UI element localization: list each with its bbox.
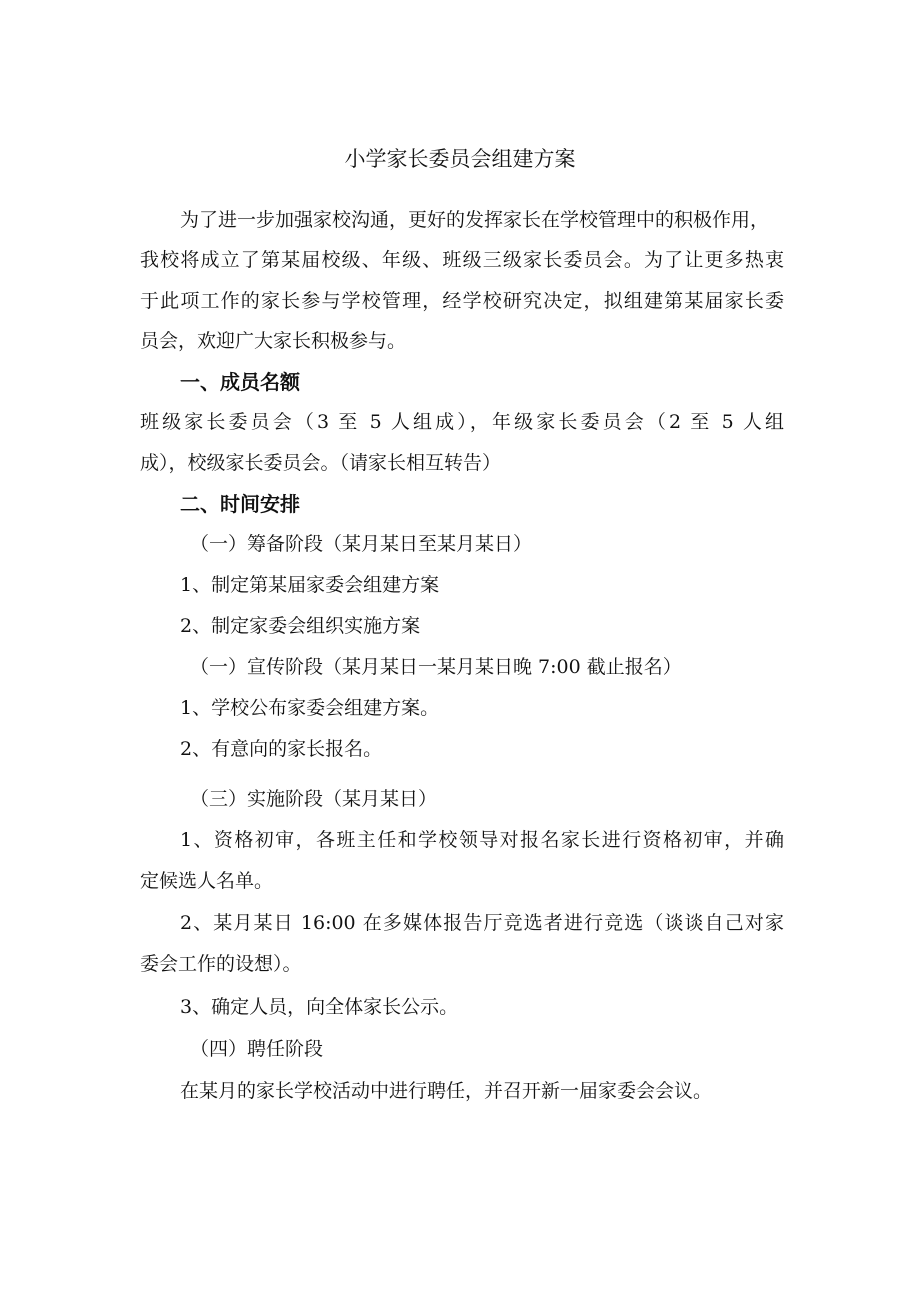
stage-4-text: 在某月的家长学校活动中进行聘任，并召开新一届家委会会议。 bbox=[180, 1080, 713, 1102]
stage-2-item-1: 1、学校公布家委会组建方案。 bbox=[180, 697, 440, 719]
document-title: 小学家长委员会组建方案 bbox=[344, 147, 576, 171]
intro-line-4: 员会，欢迎广大家长积极参与。 bbox=[140, 330, 407, 352]
intro-line-2: 我校将成立了第某届校级、年级、班级三级家长委员会。为了让更多热衷 bbox=[140, 249, 784, 271]
stage-3-item-1-line-2: 定候选人名单。 bbox=[140, 870, 274, 892]
stage-2-title: （一）宣传阶段（某月某日一某月某日晚 7:00 截止报名） bbox=[190, 656, 682, 678]
stage-3-item-1-line-1: 1、资格初审，各班主任和学校领导对报名家长进行资格初审，并确 bbox=[180, 829, 784, 851]
members-line-2: 成），校级家长委员会。（请家长相互转告） bbox=[140, 452, 502, 474]
members-line-1: 班级家长委员会（3 至 5 人组成），年级家长委员会（2 至 5 人组 bbox=[140, 411, 784, 433]
section-heading-schedule: 二、时间安排 bbox=[180, 492, 300, 516]
stage-2-item-2: 2、有意向的家长报名。 bbox=[180, 738, 383, 760]
stage-3-item-2-line-2: 委会工作的设想）。 bbox=[140, 953, 302, 975]
section-heading-members: 一、成员名额 bbox=[180, 370, 300, 394]
stage-1-item-2: 2、制定家委会组织实施方案 bbox=[180, 615, 421, 637]
stage-4-title: （四）聘任阶段 bbox=[190, 1038, 324, 1060]
stage-1-title: （一）筹备阶段（某月某日至某月某日） bbox=[190, 533, 533, 555]
stage-3-title: （三）实施阶段（某月某日） bbox=[190, 788, 438, 810]
stage-3-item-2-line-1: 2、某月某日 16:00 在多媒体报告厅竞选者进行竞选（谈谈自己对家 bbox=[180, 912, 784, 934]
stage-3-item-3: 3、确定人员，向全体家长公示。 bbox=[180, 996, 459, 1018]
intro-line-3: 于此项工作的家长参与学校管理，经学校研究决定，拟组建第某届家长委 bbox=[140, 290, 784, 312]
stage-1-item-1: 1、制定第某届家委会组建方案 bbox=[180, 574, 440, 596]
intro-line-1: 为了进一步加强家校沟通，更好的发挥家长在学校管理中的积极作用， bbox=[180, 209, 770, 231]
